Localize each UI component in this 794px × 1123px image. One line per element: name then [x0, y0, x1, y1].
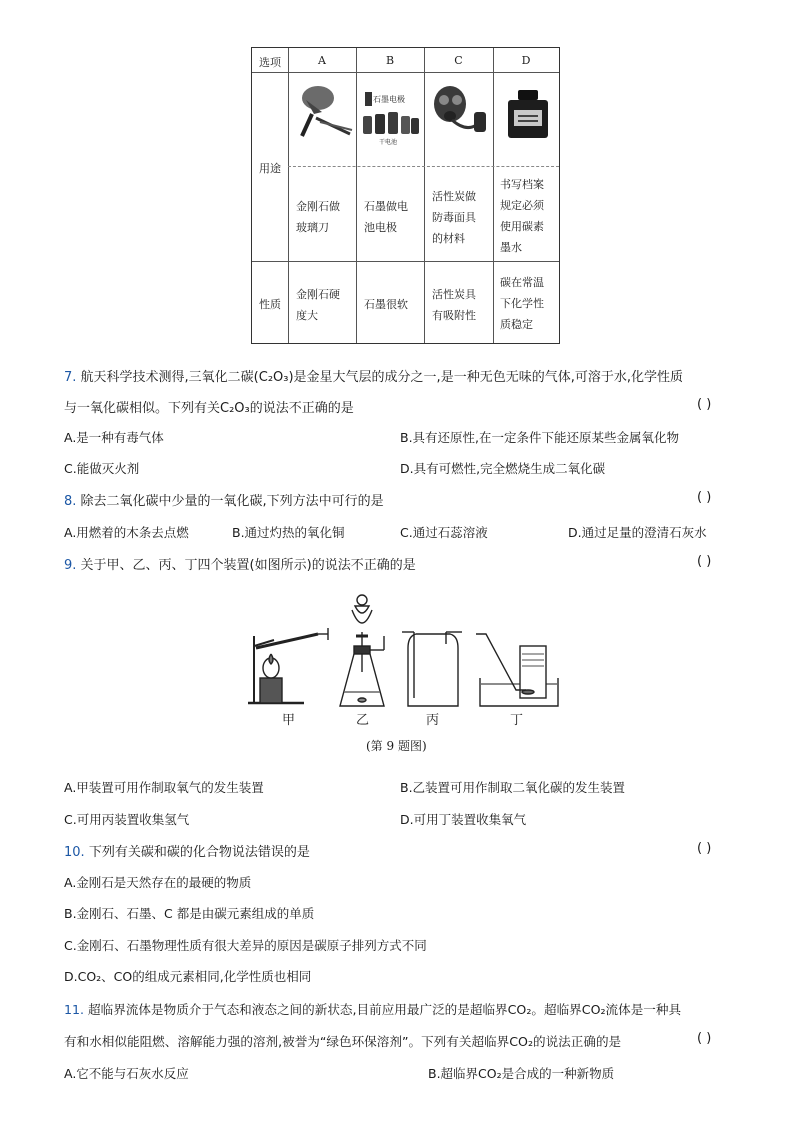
answer-blank[interactable]: ( )	[697, 554, 712, 569]
property-b	[364, 294, 408, 315]
question-9	[64, 554, 416, 573]
use-c-line: 防毒面具	[432, 211, 476, 224]
use-c-line: 的材料	[432, 232, 465, 245]
use-d	[500, 174, 544, 258]
use-d-line: 墨水	[500, 241, 522, 254]
question-number: 11.	[64, 1002, 85, 1017]
apparatus-bing	[402, 632, 462, 706]
table-divider	[356, 48, 357, 343]
ink-bottle-image	[504, 88, 552, 144]
option-d[interactable]: D.具有可燃性,完全燃烧生成二氧化碳	[400, 461, 606, 476]
question-7-line2: 与一氧化碳相似。下列有关C₂O₃的说法不正确的是	[64, 401, 354, 416]
option-d[interactable]: D.可用丁装置收集氧气	[400, 812, 527, 827]
option-d[interactable]: D.通过足量的澄清石灰水	[568, 525, 707, 540]
question-number: 7.	[64, 370, 77, 385]
graphite-electrode-label: 石墨电极	[373, 95, 405, 104]
property-d-line: 下化学性	[500, 297, 544, 310]
use-a-line: 玻璃刀	[296, 221, 329, 234]
figure-caption: (第 9 题图)	[366, 739, 427, 753]
table-header-b: B	[385, 54, 395, 67]
question-number: 9.	[64, 558, 77, 573]
use-b-line: 石墨做电	[364, 200, 408, 213]
table-divider	[288, 48, 289, 343]
row-label-property: 性质	[259, 298, 281, 311]
option-c[interactable]: C.金刚石、石墨物理性质有很大差异的原因是碳原子排列方式不同	[64, 938, 427, 953]
graphite-battery-image	[359, 88, 423, 148]
property-d	[500, 272, 544, 335]
answer-blank[interactable]: ( )	[697, 841, 712, 856]
label-jia: 甲	[282, 713, 296, 728]
question-number: 8.	[64, 494, 77, 509]
question-number: 10.	[64, 845, 85, 860]
answer-blank[interactable]: ( )	[697, 1031, 712, 1046]
option-b[interactable]: B.具有还原性,在一定条件下能还原某些金属氧化物	[400, 430, 680, 445]
use-b	[364, 196, 408, 238]
apparatus-yi	[340, 595, 384, 706]
property-d-line: 质稳定	[500, 318, 533, 331]
question-text: 关于甲、乙、丙、丁四个装置(如图所示)的说法不正确的是	[80, 558, 416, 573]
property-d-line: 碳在常温	[500, 276, 544, 289]
option-a[interactable]: A.它不能与石灰水反应	[64, 1066, 189, 1081]
table-header-a: A	[318, 54, 326, 67]
question-text: 超临界流体是物质介于气态和液态之间的新状态,目前应用最广泛的是超临界CO₂。超临界CO₂流体是一种具	[88, 1002, 682, 1017]
use-a	[296, 196, 340, 238]
question-11-line2: 有和水相似能阻燃、溶解能力强的溶剂,被誉为“绿色环保溶剂”。下列有关超临界CO₂的说法正确的是	[64, 1034, 622, 1049]
row-label-use: 用途	[259, 162, 281, 175]
glass-cutter-image	[292, 78, 354, 138]
apparatus-ding	[476, 634, 558, 706]
question-7-line1	[64, 366, 683, 385]
option-b[interactable]: B.金刚石、石墨、C 都是由碳元素组成的单质	[64, 906, 315, 921]
battery-label: 干电池	[379, 139, 398, 146]
label-yi: 乙	[356, 713, 370, 728]
option-a[interactable]: A.甲装置可用作制取氧气的发生装置	[64, 780, 264, 795]
table-divider	[252, 261, 559, 262]
label-ding: 丁	[510, 713, 524, 728]
option-b[interactable]: B.超临界CO₂是合成的一种新物质	[428, 1066, 615, 1081]
table-divider	[424, 48, 425, 343]
property-c-line: 有吸附性	[432, 309, 476, 322]
property-a-line: 金刚石硬	[296, 288, 340, 301]
gas-mask-image	[428, 82, 492, 144]
table-divider	[288, 166, 559, 167]
property-a-line: 度大	[296, 309, 318, 322]
option-b[interactable]: B.通过灼热的氧化铜	[232, 525, 345, 540]
property-c	[432, 284, 476, 326]
apparatus-jia	[248, 628, 328, 703]
label-bing: 丙	[426, 713, 440, 728]
question-8	[64, 490, 384, 509]
question-11-line1	[64, 999, 681, 1018]
option-c[interactable]: C.通过石蕊溶液	[400, 525, 488, 540]
question-text: 航天科学技术测得,三氧化二碳(C₂O₃)是金星大气层的成分之一,是一种无色无味的气体,可溶于水,化学性质	[80, 370, 683, 385]
use-c-line: 活性炭做	[432, 190, 476, 203]
option-b[interactable]: B.乙装置可用作制取二氧化碳的发生装置	[400, 780, 626, 795]
property-a	[296, 284, 340, 326]
question-text: 除去二氧化碳中少量的一氧化碳,下列方法中可行的是	[80, 494, 384, 509]
use-d-line: 使用碳素	[500, 220, 544, 233]
use-c	[432, 186, 476, 249]
question-text: 下列有关碳和碳的化合物说法错误的是	[88, 845, 310, 860]
use-d-line: 规定必须	[500, 199, 544, 212]
option-a[interactable]: A.用燃着的木条去点燃	[64, 525, 189, 540]
option-a[interactable]: A.金刚石是天然存在的最硬的物质	[64, 875, 252, 890]
use-d-line: 书写档案	[500, 178, 544, 191]
property-b-line: 石墨很软	[364, 298, 408, 311]
option-a[interactable]: A.是一种有毒气体	[64, 430, 164, 445]
option-d[interactable]: D.CO₂、CO的组成元素相同,化学性质也相同	[64, 969, 312, 984]
question-10	[64, 841, 310, 860]
lab-apparatus-figure	[240, 588, 560, 728]
property-c-line: 活性炭具	[432, 288, 476, 301]
table-divider	[493, 48, 494, 343]
option-c[interactable]: C.可用丙装置收集氢气	[64, 812, 190, 827]
option-c[interactable]: C.能做灭火剂	[64, 461, 140, 476]
use-a-line: 金刚石做	[296, 200, 340, 213]
table-divider	[252, 72, 559, 73]
answer-blank[interactable]: ( )	[697, 490, 712, 505]
use-b-line: 池电极	[364, 221, 397, 234]
answer-blank[interactable]: ( )	[697, 397, 712, 412]
carbon-uses-table	[251, 47, 560, 344]
table-header-option: 选项	[259, 56, 281, 69]
table-header-d: D	[521, 54, 531, 67]
table-header-c: C	[454, 54, 463, 67]
